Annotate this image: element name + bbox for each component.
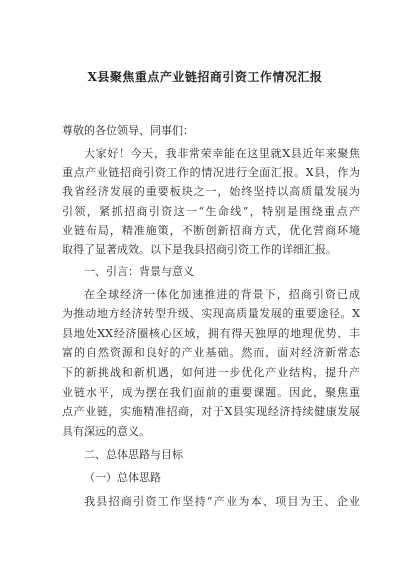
paragraph-line: 具有深远的意义。 <box>62 425 150 438</box>
paragraph-line: 我县招商引资工作坚持“产业为本、项目为王、企业 <box>84 495 360 508</box>
paragraph-line: 我省经济发展的重要板块之一，始终坚持以高质量发展为 <box>62 185 360 198</box>
section-heading: 二、总体思路与目标 <box>84 448 183 461</box>
section-heading: 一、引言：背景与意义 <box>84 265 194 278</box>
subsection-heading: （一）总体思路 <box>84 471 161 484</box>
paragraph-line: 重点产业链招商引资工作的情况进行全面汇报。X县，作为 <box>62 166 360 179</box>
paragraph-line: 县地处XX经济圈核心区域，拥有得天独厚的地理优势、丰 <box>62 327 360 340</box>
paragraph-line: 业链水平，成为摆在我们面前的重要课题。因此，聚焦重 <box>62 386 360 399</box>
document-title: X县聚焦重点产业链招商引资工作情况汇报 <box>87 70 323 84</box>
paragraph-line: 富的自然资源和良好的产业基础。然而，面对经济新常态 <box>62 346 360 359</box>
salutation-line: 尊敬的各位领导、同事们： <box>62 124 194 137</box>
paragraph-line: 在全球经济一体化加速推进的背景下，招商引资已成 <box>84 288 360 301</box>
paragraph-line: 下的新挑战和新机遇，如何进一步优化产业结构，提升产 <box>62 366 360 379</box>
paragraph-line: 为推动地方经济转型升级、实现高质量发展的重要途径。X <box>62 307 360 320</box>
paragraph-line: 取得了显著成效。以下是我县招商引资工作的详细汇报。 <box>62 243 337 256</box>
paragraph-line: 点产业链，实施精准招商，对于X县实现经济持续健康发展 <box>62 405 360 418</box>
paragraph-line: 引领，紧抓招商引资这一“生命线”，特别是围绕重点产 <box>62 205 360 218</box>
paragraph-line: 业链布局，精准施策，不断创新招商方式，优化营商环境 <box>62 224 360 237</box>
paragraph-line: 大家好！今天，我非常荣幸能在这里就X县近年来聚焦 <box>84 147 360 160</box>
